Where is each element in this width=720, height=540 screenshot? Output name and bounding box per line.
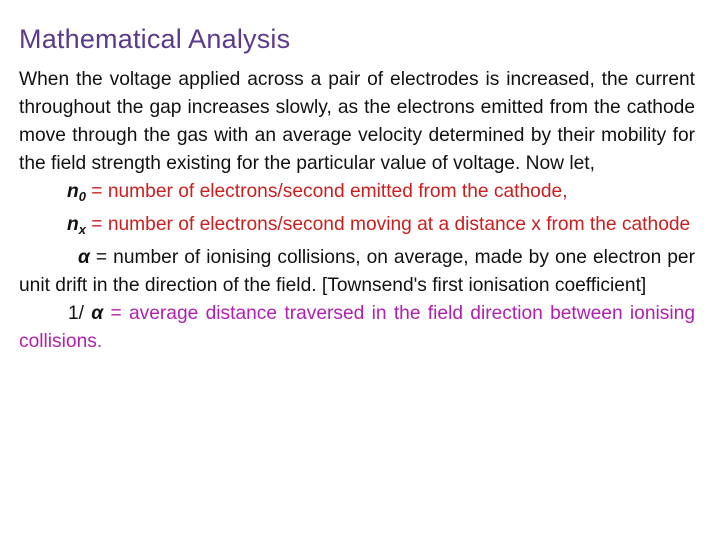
definition-n0: [19, 178, 695, 211]
symbol-alpha: α: [91, 303, 104, 324]
definition-inverse-alpha: [19, 300, 695, 356]
definition-text: number of ionising collisions, on average, made by one electron per unit drift in the direction of the field. [Townsend's first ionisation coefficient]: [19, 247, 695, 296]
slide-title: Mathematical Analysis: [19, 24, 291, 54]
symbol-n: n: [67, 214, 79, 235]
symbol-subscript: 0: [78, 189, 86, 204]
equals-sign: =: [103, 303, 129, 324]
equals-sign: =: [85, 181, 108, 202]
definition-text: average distance traversed in the field direction between ionising collisions.: [19, 303, 695, 352]
symbol-subscript: x: [78, 222, 86, 237]
definition-text: number of electrons/second moving at a distance x from the: [107, 214, 617, 235]
equals-sign: =: [85, 214, 108, 235]
definition-text: number of electrons/second emitted from the cathode,: [107, 181, 568, 202]
slide-body: [19, 66, 695, 356]
symbol-alpha: α: [78, 247, 90, 268]
definition-continuation: cathode: [621, 214, 691, 235]
reciprocal-prefix: 1/: [68, 303, 92, 324]
definition-nx: [19, 211, 695, 244]
intro-paragraph: When the voltage applied across a pair of electrodes is increased, the current throughout the gap increases slowly, as the electrons emitted from the cathode move through the gas with an average velocity determined by their mobility for the field strength existing for the particular value of voltage. Now let,: [19, 69, 695, 174]
symbol-n: n: [67, 181, 79, 202]
equals-sign: =: [89, 247, 114, 268]
definition-alpha: [19, 244, 695, 300]
